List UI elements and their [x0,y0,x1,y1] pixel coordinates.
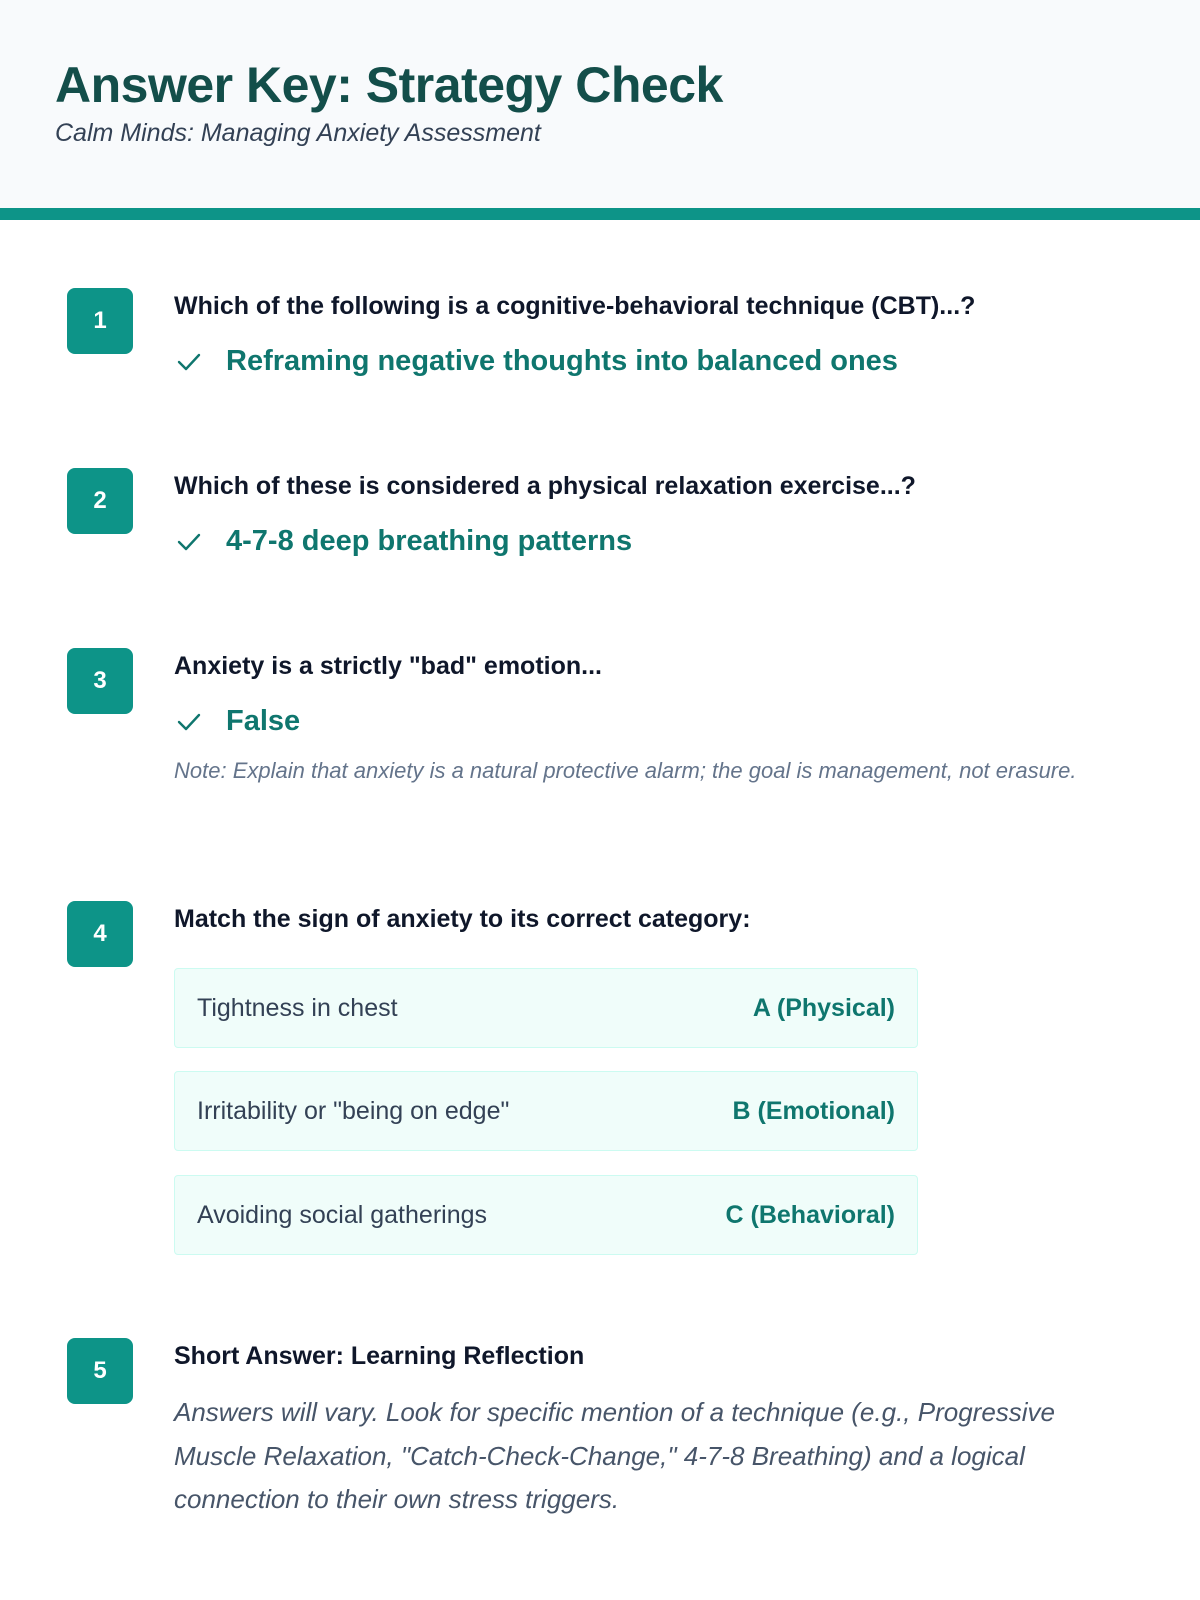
question-number-badge: 4 [67,901,133,967]
correct-answer: Reframing negative thoughts into balanced ones [226,345,898,377]
question-text: Anxiety is a strictly "bad" emotion... [174,652,602,680]
page-subtitle: Calm Minds: Managing Anxiety Assessment [55,119,541,147]
teacher-note: Note: Explain that anxiety is a natural protective alarm; the goal is management, not erasure. [174,758,1077,783]
check-icon [174,527,204,557]
check-icon [174,707,204,737]
match-sign: Avoiding social gatherings [197,1200,488,1229]
match-sign: Irritability or "being on edge" [197,1096,510,1125]
question-number-badge: 5 [67,1338,133,1404]
question-text: Which of these is considered a physical relaxation exercise...? [174,472,916,500]
match-row [174,1071,918,1151]
question-text: Match the sign of anxiety to its correct category: [174,905,751,933]
match-category: B (Emotional) [732,1096,895,1125]
question-text: Which of the following is a cognitive-behavioral technique (CBT)...? [174,292,976,320]
page-title: Answer Key: Strategy Check [55,57,723,113]
question-number-badge: 3 [67,648,133,714]
match-category: C (Behavioral) [725,1200,895,1229]
question-text: Short Answer: Learning Reflection [174,1342,585,1370]
correct-answer: 4-7-8 deep breathing patterns [226,525,633,557]
match-row [174,968,918,1048]
match-category: A (Physical) [752,993,895,1022]
match-sign: Tightness in chest [197,993,398,1022]
answer-row [174,525,632,558]
answer-row [174,345,898,378]
question-number-badge: 1 [67,288,133,354]
short-answer-guidance: Answers will vary. Look for specific mention of a technique (e.g., Progressive Muscle Relaxation, "Catch-Check-Change," 4-7-8 Breathing) and a logical connection to their own stress triggers. [174,1397,1056,1514]
correct-answer: False [226,705,301,737]
header [0,0,1200,220]
check-icon [174,347,204,377]
answer-row [174,705,300,738]
question-number-badge: 2 [67,468,133,534]
match-row [174,1175,918,1255]
